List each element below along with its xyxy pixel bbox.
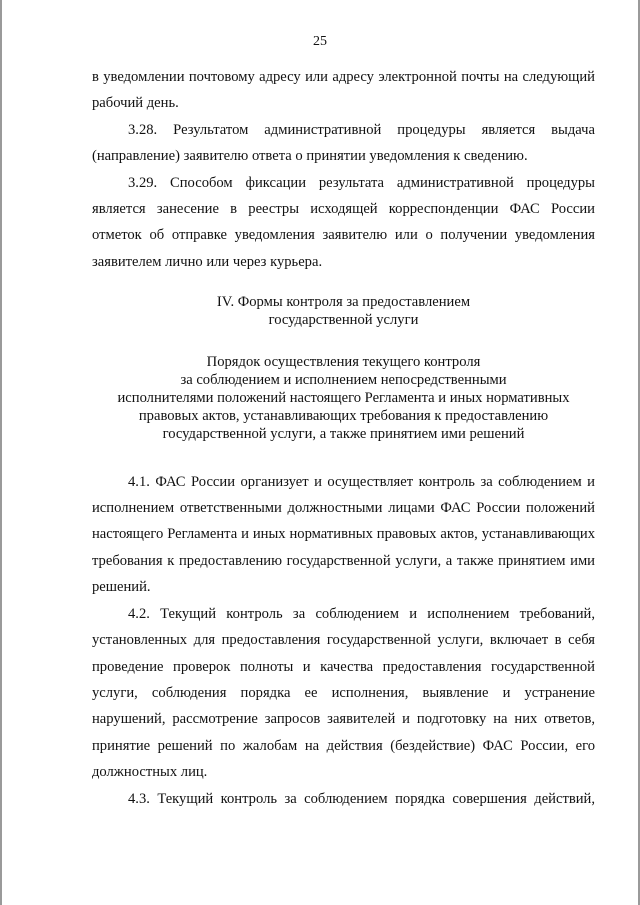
subsection-heading-line: правовых актов, устанавливающих требования к предоставлению bbox=[138, 408, 549, 425]
paragraph-4-3: 4.3. Текущий контроль за соблюдением порядка совершения действий, bbox=[128, 790, 595, 807]
subsection-heading-line: за соблюдением и исполнением непосредственными bbox=[180, 371, 507, 388]
paragraph-3-29: 3.29. Способом фиксации результата административной процедуры является занесение в реестры исходящей корреспонденции ФАС России отметок об отправке уведомления заявителю или о получении уведомления заявителем лично или через курьера. bbox=[92, 174, 595, 270]
page-number: 25 bbox=[313, 34, 327, 49]
paragraph-4-1: 4.1. ФАС России организует и осуществляет контроль за соблюдением и исполнением ответственными должностными лицами ФАС России положений настоящего Регламента и иных нормативных правовых актов, устанавливающих требования к предоставлению государственной услуги, а также принятием ими решений. bbox=[92, 473, 595, 596]
subsection-heading bbox=[92, 353, 595, 444]
document-body bbox=[92, 64, 595, 812]
scan-edge-left bbox=[0, 0, 2, 905]
section-heading-line: государственной услуги bbox=[268, 312, 419, 329]
paragraph-3-28: 3.28. Результатом административной процедуры является выдача (направление) заявителю ответа о принятии уведомления к сведению. bbox=[92, 121, 595, 165]
subsection-heading-line: Порядок осуществления текущего контроля bbox=[206, 353, 481, 370]
section-heading-line: IV. Формы контроля за предоставлением bbox=[216, 294, 471, 311]
subsection-heading-line: государственной услуги, а также принятием ими решений bbox=[162, 426, 525, 443]
paragraph-4-2: 4.2. Текущий контроль за соблюдением и исполнением требований, установленных для предоставления государственной услуги, включает в себя проведение проверок полноты и качества предоставления государственной услуги, соблюдения порядка ее исполнения, выявление и устранение нарушений, рассмотрение запросов заявителей и подготовку на них ответов, принятие решений по жалобам на действия (бездействие) ФАС России, его должностных лиц. bbox=[92, 605, 595, 781]
paragraph-continuation: в уведомлении почтовому адресу или адресу электронной почты на следующий рабочий день. bbox=[92, 69, 595, 112]
subsection-heading-line: исполнителями положений настоящего Регламента и иных нормативных bbox=[117, 390, 570, 407]
section-heading bbox=[92, 293, 595, 329]
